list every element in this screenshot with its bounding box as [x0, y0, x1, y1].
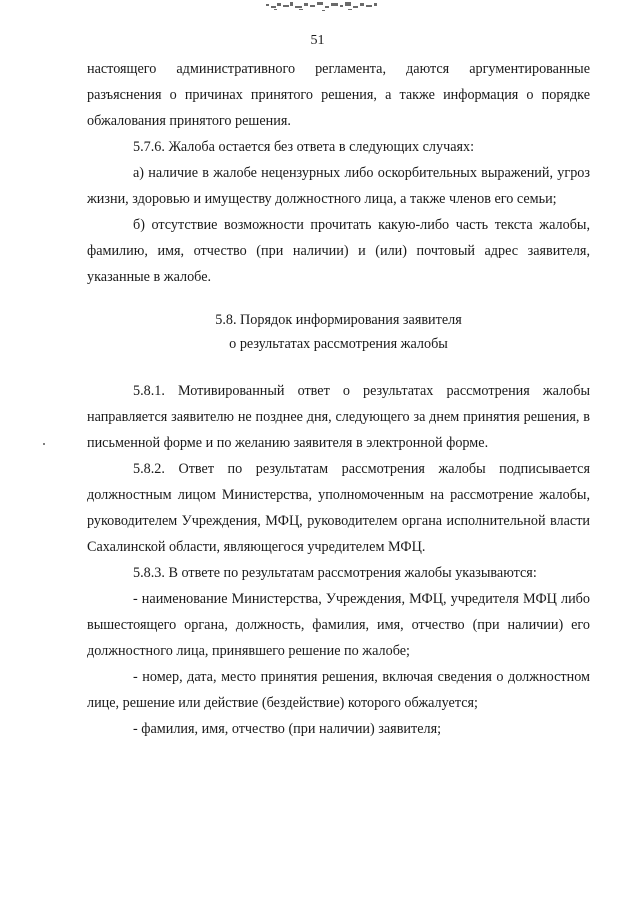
list-item-decision-details: - номер, дата, место принятия решения, включая сведения о должностном лице, решение или действие (бездействие) которого обжалуется; — [87, 669, 590, 711]
scan-speck — [43, 443, 45, 445]
list-item-organ-name: - наименование Министерства, Учреждения, МФЦ, учредителя МФЦ либо вышестоящего органа, должность, фамилия, имя, отчество (при наличии) его должностного лица, принявшего решение по жалобе; — [87, 591, 590, 659]
page-number: 51 — [310, 33, 325, 48]
section-heading-5-8 — [87, 308, 590, 356]
paragraph-continuation: настоящего административного регламента, даются аргументированные разъяснения о причинах принятого решения, а также информация о порядке обжалования принятого решения. — [87, 61, 590, 129]
scan-noise-mark — [262, 0, 382, 14]
paragraph-5-7-6-b: б) отсутствие возможности прочитать какую-либо часть текста жалобы, фамилию, имя, отчество (при наличии) и (или) почтовый адрес заявителя, указанные в жалобе. — [87, 217, 590, 285]
paragraph-5-8-1: 5.8.1. Мотивированный ответ о результатах рассмотрения жалобы направляется заявителю не позднее дня, следующего за днем принятия решения, в письменной форме и по желанию заявителя в электронной форме. — [87, 383, 590, 451]
section-heading-line-1: 5.8. Порядок информирования заявителя — [215, 312, 462, 328]
document-body — [87, 56, 590, 742]
paragraph-5-8-2: 5.8.2. Ответ по результатам рассмотрения жалобы подписывается должностным лицом Министерства, уполномоченным на рассмотрение жалобы, руководителем Учреждения, МФЦ, руководителем органа исполнительной власти Сахалинской области, являющегося учредителем МФЦ. — [87, 461, 590, 555]
section-heading-line-2: о результатах рассмотрения жалобы — [229, 336, 448, 352]
list-item-applicant-name: - фамилия, имя, отчество (при наличии) заявителя; — [133, 721, 442, 737]
paragraph-5-7-6-a: а) наличие в жалобе нецензурных либо оскорбительных выражений, угроз жизни, здоровью и имуществу должностного лица, а также членов его семьи; — [87, 165, 590, 207]
paragraph-5-8-3: 5.8.3. В ответе по результатам рассмотрения жалобы указываются: — [133, 565, 537, 581]
paragraph-5-7-6: 5.7.6. Жалоба остается без ответа в следующих случаях: — [133, 139, 475, 155]
